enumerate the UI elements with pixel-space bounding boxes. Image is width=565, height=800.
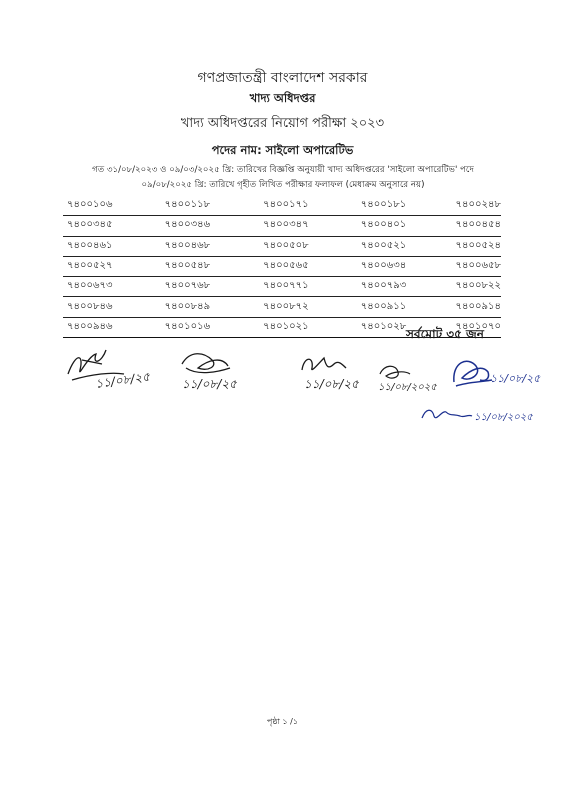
signature-2 [168, 346, 268, 396]
post-name: পদের নাম: সাইলো অপারেটিভ [211, 143, 354, 157]
notice-line-2: ০৯/০৮/২০২৫ খ্রি: তারিখে গৃহীত লিখিত পরীক্ষার ফলাফল (মেধাক্রম অনুসারে নয়) [141, 180, 425, 190]
roll-number-cell: ৭৪০০৯৪৬ [63, 317, 161, 337]
roll-number-cell: ৭৪০০৭৯৩ [357, 277, 452, 297]
results-table [63, 196, 501, 338]
signature-5 [448, 352, 541, 398]
roll-number-cell: ৭৪০০৩৪৭ [259, 216, 357, 236]
signature-5-date: ১১/০৮/২৫ [490, 372, 541, 385]
department-name: খাদ্য অধিদপ্তর [249, 91, 316, 105]
exam-title: খাদ্য অধিদপ্তরের নিয়োগ পরীক্ষা ২০২৩ [180, 116, 385, 131]
signature-3-date: ১১/০৮/২৫ [304, 377, 359, 391]
roll-number-cell: ৭৪০০৪৬৮ [161, 236, 260, 256]
roll-number-cell: ৭৪০০৫২১ [357, 236, 452, 256]
signature-1 [62, 344, 172, 392]
roll-number-cell: ৭৪০০১০৬ [63, 196, 161, 216]
roll-number-cell: ৭৪০০৬৩৪ [357, 256, 452, 276]
roll-number-cell: ৭৪০১০১৬ [161, 317, 260, 337]
roll-number-cell: ৭৪০১০৭০ [452, 317, 502, 337]
roll-number-cell: ৭৪০০৪৬১ [63, 236, 161, 256]
roll-number-cell: ৭৪০১০২৮ [357, 317, 452, 337]
roll-number-cell: ৭৪০০২৪৮ [452, 196, 502, 216]
roll-number-cell: ৭৪০০৩৪৬ [161, 216, 260, 236]
roll-number-cell: ৭৪০০৭৭১ [259, 277, 357, 297]
roll-number-cell: ৭৪০০১৮১ [357, 196, 452, 216]
roll-number-cell: ৭৪০০৪০১ [357, 216, 452, 236]
table-row [63, 216, 501, 236]
notice-line-1: গত ৩১/০৮/২০২৩ ও ০৯/০৩/২০২৫ খ্রি: তারিখের বিজ্ঞপ্তি অনুযায়ী খাদ্য অধিদপ্তরের 'সাইলো অপারেটিভ' পদে [92, 165, 474, 175]
roll-number-cell: ৭৪০০৫৪৮ [161, 256, 260, 276]
roll-number-cell: ৭৪০০৮৭২ [259, 297, 357, 317]
result-notice [58, 163, 508, 193]
table-row [63, 277, 501, 297]
roll-number-cell: ৭৪০০৫২৪ [452, 236, 502, 256]
table-row [63, 297, 501, 317]
roll-number-cell: ৭৪০১০২১ [259, 317, 357, 337]
roll-number-cell: ৭৪০০৩৪৫ [63, 216, 161, 236]
signature-2-date: ১১/০৮/২৫ [182, 377, 237, 391]
roll-number-cell: ৭৪০০৮৪৯ [161, 297, 260, 317]
total-count: সর্বমোট ৩৫ জন [406, 327, 484, 341]
roll-number-cell: ৭৪০০৬৫৮ [452, 256, 502, 276]
roll-number-cell: ৭৪০০১৭১ [259, 196, 357, 216]
roll-number-cell: ৭৪০০৮২২ [452, 277, 502, 297]
roll-number-cell: ৭৪০০৯১১ [357, 297, 452, 317]
roll-number-cell: ৭৪০০৮৪৬ [63, 297, 161, 317]
roll-number-cell: ৭৪০০৪৫৪ [452, 216, 502, 236]
roll-number-cell: ৭৪০০৯১৪ [452, 297, 502, 317]
results-table-body [63, 196, 501, 338]
signature-1-date: ১১/০৮/২৫ [94, 369, 151, 391]
roll-number-cell: ৭৪০০৫৬৫ [259, 256, 357, 276]
table-row [63, 196, 501, 216]
signature-4-date: ১১/০৮/২০২৫ [378, 382, 437, 393]
roll-number-cell: ৭৪০০১১৮ [161, 196, 260, 216]
roll-number-cell: ৭৪০০৭৬৮ [161, 277, 260, 297]
roll-number-cell: ৭৪০০৫০৮ [259, 236, 357, 256]
page-number: পৃষ্ঠা ১ /১ [266, 717, 299, 726]
signature-6 [418, 402, 533, 428]
signature-6-date: ১১/০৮/২০২৫ [474, 412, 533, 423]
table-row [63, 236, 501, 256]
roll-number-cell: ৭৪০০৫২৭ [63, 256, 161, 276]
table-row [63, 256, 501, 276]
roll-number-cell: ৭৪০০৬৭৩ [63, 277, 161, 297]
government-title: গণপ্রজাতন্ত্রী বাংলাদেশ সরকার [197, 70, 368, 86]
